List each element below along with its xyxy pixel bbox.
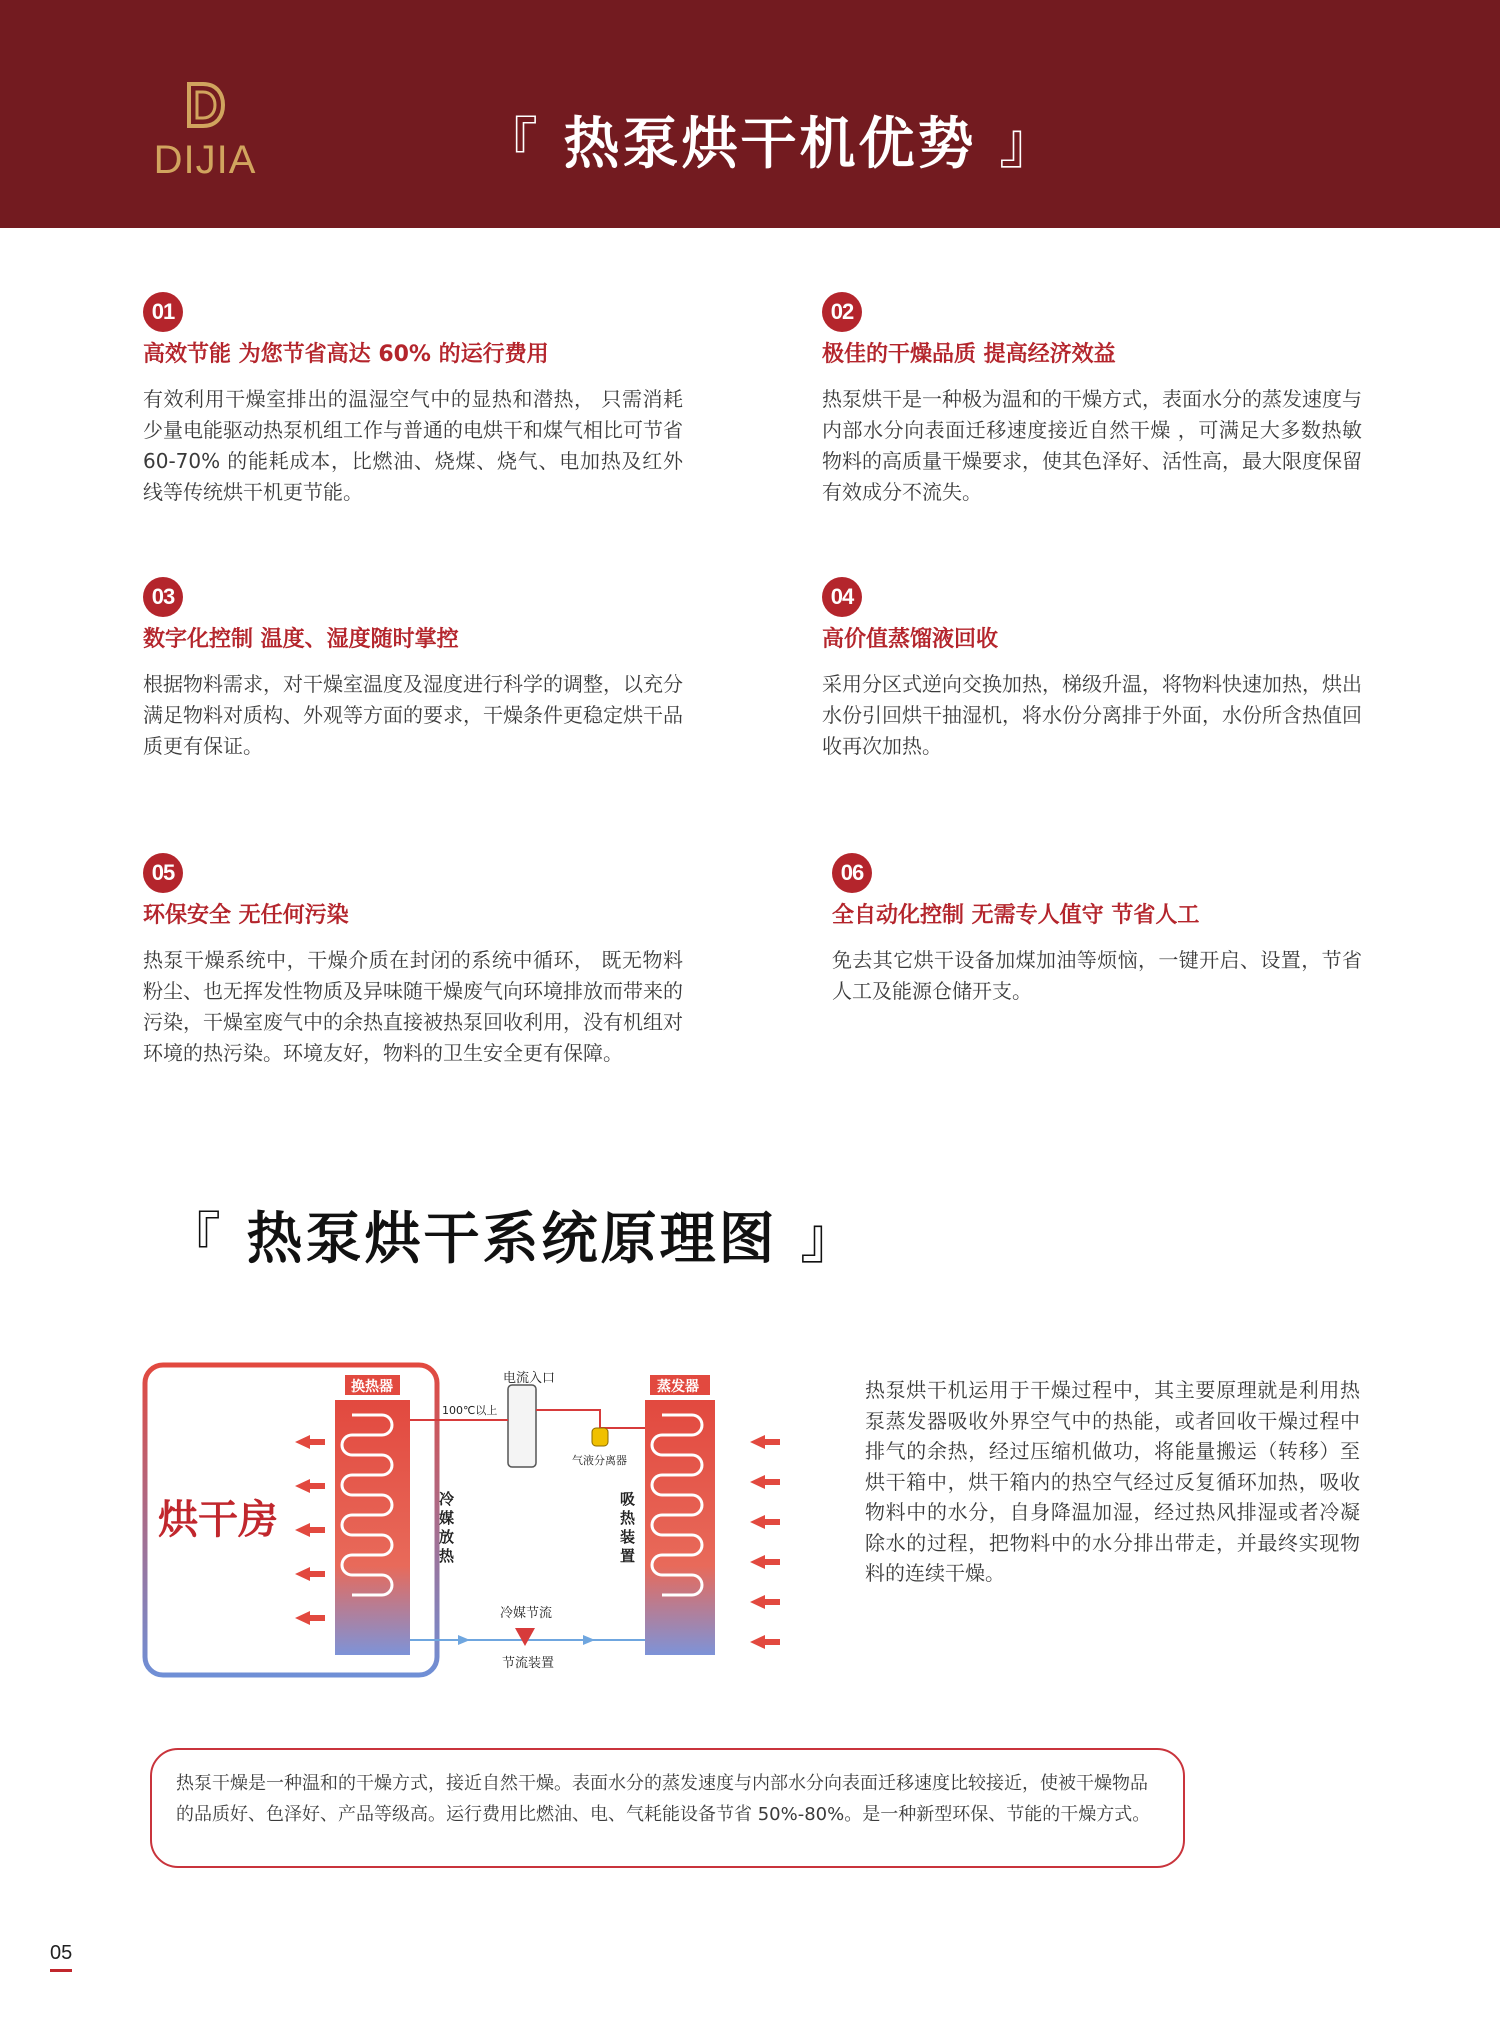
temp-label: 100℃以上 [442,1404,498,1417]
feature-05 [143,853,703,1069]
feature-title: 全自动化控制 无需专人值守 节省人工 [832,903,1200,928]
throttle-valve [515,1628,535,1646]
feature-body: 热泵烘干是一种极为温和的干燥方式，表面水分的蒸发速度与内部水分向表面迁移速度接近自然干燥 ，可满足大多数热敏物料的高质量干燥要求，使其色泽好、活性高，最大限度保留有效成分不流失。 [822,387,1362,504]
section-bracket-open: 『 [165,1207,224,1272]
feature-body: 根据物料需求，对干燥室温度及湿度进行科学的调整，以充分满足物料对质构、外观等方面的要求，干燥条件更稳定烘干品质更有保证。 [143,672,683,758]
logo-d-icon [183,80,227,130]
title-bracket-close: 』 [999,112,1058,177]
feature-title: 高价值蒸馏液回收 [822,627,999,652]
feature-01 [143,292,703,508]
feature-body: 热泵干燥系统中，干燥介质在封闭的系统中循环， 既无物料粉尘、也无挥发性物质及异味随干燥废气向环境排放而带来的污染，干燥室废气中的余热直接被热泵回收利用，没有机组对环境的热污染。环境友好，物料的卫生安全更有保障。 [143,948,683,1065]
summary-note-text: 热泵干燥是一种温和的干燥方式，接近自然干燥。表面水分的蒸发速度与内部水分向表面迁移速度比较接近，使被干燥物品的品质好、色泽好、产品等级高。运行费用比燃油、电、气耗能设备节省 50%-80%。是一种新型环保、节能的干燥方式。 [176,1773,1151,1825]
throttle-label: 节流装置 [502,1656,555,1671]
feature-04 [822,577,1382,762]
logo-text: DIJIA [153,138,257,182]
feature-title: 环保安全 无任何污染 [143,903,349,928]
separator-label: 气液分离器 [572,1454,627,1467]
number-badge-icon: 02 [822,292,862,332]
separator [592,1428,608,1446]
page-number: 05 [50,1942,72,1972]
feature-06 [832,853,1392,1007]
feature-title: 数字化控制 温度、湿度随时掌控 [143,627,459,652]
principle-text: 热泵烘干机运用于干燥过程中，其主要原理就是利用热泵蒸发器吸收外界空气中的热能，或者回收干燥过程中排气的余热，经过压缩机做功，将能量搬运（转移）至烘干箱中，烘干箱内的热空气经过反复循环加热，吸收物料中的水分，自身降温加湿，经过热风排湿或者冷凝除水的过程，把物料中的水分排出带走，并最终实现物料的连续干燥。 [865,1378,1360,1585]
drying-room-label: 烘干房 [158,1497,278,1543]
hot-air-arrows [295,1435,325,1625]
number-badge-icon: 04 [822,577,862,617]
evaporator-label: 蒸发器 [657,1379,699,1395]
number-badge-icon: 06 [832,853,872,893]
number-badge-icon: 05 [143,853,183,893]
section-bracket-close: 』 [800,1207,859,1272]
section-title-text: 热泵烘干系统原理图 [246,1207,778,1272]
title-text: 热泵烘干机优势 [563,112,977,177]
feature-02 [822,292,1382,508]
number-badge-icon: 03 [143,577,183,617]
feature-body: 免去其它烘干设备加煤加油等烦恼，一键开启、设置，节省人工及能源仓储开支。 [832,948,1362,1003]
compressor [508,1385,536,1467]
feature-body: 有效利用干燥室排出的温湿空气中的显热和潜热， 只需消耗少量电能驱动热泵机组工作与普通的电烘干和煤气相比可节省 60-70% 的能耗成本，比燃油、烧煤、烧气、电加热及红外线等传统烘干机更节能。 [143,387,683,504]
intake-air-arrows [750,1435,780,1649]
section-title [165,1195,859,1275]
page-title [480,100,1060,180]
feature-title: 高效节能 为您节省高达 60% 的运行费用 [143,342,549,367]
number-badge-icon: 01 [143,292,183,332]
title-bracket-open: 『 [482,112,541,177]
page-header [0,0,1500,228]
heat-pump-diagram [140,1360,800,1685]
feature-body: 采用分区式逆向交换加热，梯级升温，将物料快速加热，烘出水份引回烘干抽湿机，将水份分离排于外面，水份所含热值回收再次加热。 [822,672,1362,758]
brand-logo [145,80,265,190]
power-inlet-label: 电流入口 [503,1371,556,1386]
feature-title: 极佳的干燥品质 提高经济效益 [822,342,1116,367]
feature-03 [143,577,703,762]
condense-label: 冷媒放热 [439,1490,455,1565]
return-pipe [536,1410,645,1428]
condenser-label: 换热器 [351,1379,393,1395]
summary-note [150,1748,1185,1868]
absorb-label: 吸热装置 [620,1490,636,1565]
refrigerant-flow-label: 冷媒节流 [500,1606,553,1621]
